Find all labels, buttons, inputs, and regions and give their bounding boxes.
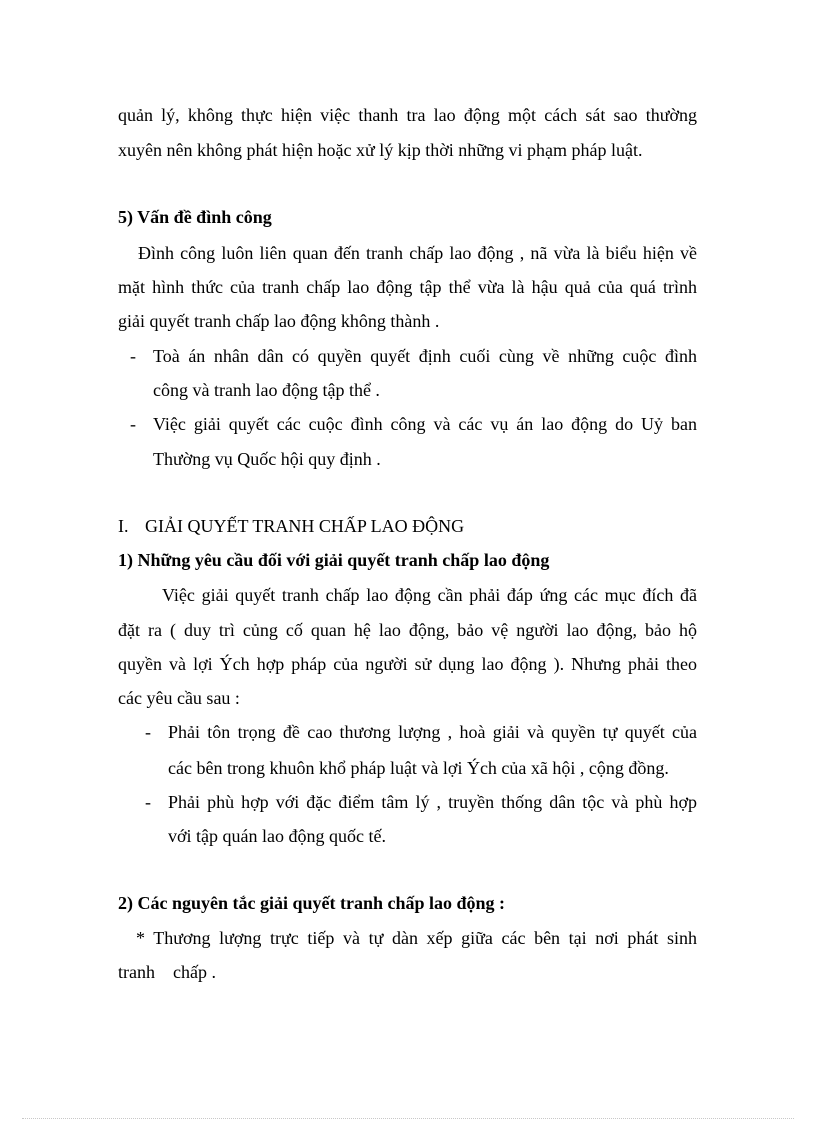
paragraph-line: quyền và lợi Ých hợp pháp của người sử dụng lao động ). Nhưng phải theo: [118, 654, 697, 674]
paragraph-line: Đình công luôn liên quan đến tranh chấp lao động , nã vừa là biểu hiện về: [138, 243, 697, 263]
paragraph-line: quản lý, không thực hiện việc thanh tra lao động một cách sát sao thường: [118, 105, 697, 125]
section-title: GIẢI QUYẾT TRANH CHẤP LAO ĐỘNG: [145, 516, 465, 536]
bullet-line: Thường vụ Quốc hội quy định .: [153, 449, 381, 469]
subsection-heading: 1) Những yêu cầu đối với giải quyết tranh chấp lao động: [118, 550, 550, 570]
bullet-dash: -: [130, 346, 136, 366]
paragraph-line: giải quyết tranh chấp lao động không thành .: [118, 311, 440, 331]
bullet-line: Phải tôn trọng đề cao thương lượng , hoà giải và quyền tự quyết của: [168, 722, 697, 742]
paragraph-line: tranh chấp .: [118, 962, 216, 982]
subsection-heading: 2) Các nguyên tắc giải quyết tranh chấp lao động :: [118, 893, 506, 913]
bullet-dash: -: [145, 722, 151, 742]
bullet-line: các bên trong khuôn khổ pháp luật và lợi Ých của xã hội , cộng đồng.: [168, 758, 669, 778]
bullet-line: Toà án nhân dân có quyền quyết định cuối cùng về những cuộc đình: [153, 346, 697, 366]
section-heading: 5) Vấn đề đình công: [118, 207, 272, 227]
paragraph-line: các yêu cầu sau :: [118, 688, 240, 708]
bullet-line: công và tranh lao động tập thể .: [153, 380, 380, 400]
paragraph-line: * Thương lượng trực tiếp và tự dàn xếp giữa các bên tại nơi phát sinh: [136, 928, 697, 948]
paragraph-line: đặt ra ( duy trì củng cố quan hệ lao động, bảo vệ người lao động, bảo hộ: [118, 620, 697, 640]
paragraph-line: mặt hình thức của tranh chấp lao động tập thể vừa là hậu quả của quá trình: [118, 277, 697, 297]
bullet-line: với tập quán lao động quốc tế.: [168, 826, 386, 846]
page-bottom-rule: [22, 1118, 794, 1119]
bullet-line: Việc giải quyết các cuộc đình công và các vụ án lao động do Uỷ ban: [153, 414, 697, 434]
paragraph-line: xuyên nên không phát hiện hoặc xử lý kịp thời những vi phạm pháp luật.: [118, 140, 643, 160]
paragraph-line: Việc giải quyết tranh chấp lao động cần phải đáp ứng các mục đích đã: [162, 585, 697, 605]
bullet-dash: -: [145, 792, 151, 812]
bullet-line: Phải phù hợp với đặc điểm tâm lý , truyền thống dân tộc và phù hợp: [168, 792, 697, 812]
section-numeral: I.: [118, 516, 129, 536]
bullet-dash: -: [130, 414, 136, 434]
